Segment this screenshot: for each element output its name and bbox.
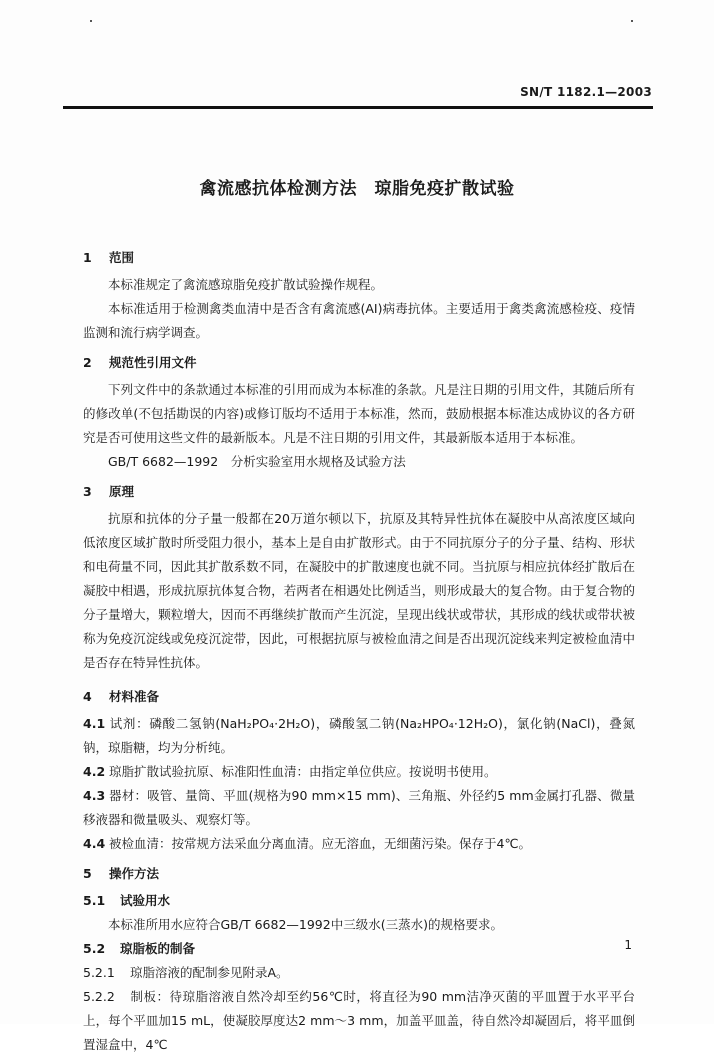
clause-text: 被检血清：按常规方法采血分离血清。应无溶血，无细菌污染。保存于4℃。	[109, 836, 531, 851]
section-number: 3	[83, 484, 92, 499]
section-heading-principle	[83, 480, 635, 504]
section-title: 材料准备	[109, 689, 160, 704]
subsection-title: 琼脂板的制备	[120, 941, 196, 956]
clause-text: 制板：待琼脂溶液自然冷却至约56℃时，将直径为90 mm洁净灭菌的平皿置于水平平台上，每个平皿加15 mL，使凝胶厚度达2 mm～3 mm，加盖平皿盖，待自然冷却凝固后，将平皿倒置湿盒中，4℃	[83, 989, 635, 1052]
subsection-heading-agar-plate	[83, 937, 635, 961]
clause-text: 琼脂扩散试验抗原、标准阳性血清：由指定单位供应。按说明书使用。	[109, 764, 497, 779]
section-number: 5	[83, 866, 92, 881]
water-paragraph: 本标准所用水应符合GB/T 6682—1992中三级水(三蒸水)的规格要求。	[108, 917, 503, 932]
clause-number: 4.4	[83, 836, 106, 851]
scope-paragraph-2: 本标准适用于检测禽类血清中是否含有禽流感(AI)病毒抗体。主要适用于禽类禽流感检疫、疫情监测和流行病学调查。	[83, 301, 635, 340]
section-heading-procedure	[83, 862, 635, 886]
clause-number: 4.1	[83, 716, 106, 731]
clause-number: 5.1	[83, 893, 106, 908]
normative-paragraph-1: 下列文件中的条款通过本标准的引用而成为本标准的条款。凡是注日期的引用文件，其随后所有的修改单(不包括勘误的内容)或修订版均不适用于本标准，然而，鼓励根据本标准达成协议的各方研究是否可使用这些文件的最新版本。凡是不注日期的引用文件，其最新版本适用于本标准。	[83, 382, 635, 445]
section-number: 2	[83, 355, 92, 370]
standard-code: SN/T 1182.1—2003	[520, 85, 652, 99]
section-number: 4	[83, 689, 92, 704]
section-number: 1	[83, 250, 92, 265]
section-heading-materials	[83, 685, 635, 709]
principle-paragraph: 抗原和抗体的分子量一般都在20万道尔顿以下，抗原及其特异性抗体在凝胶中从高浓度区域向低浓度区域扩散时所受阻力很小，基本上是自由扩散形式。由于不同抗原分子的分子量、结构、形状和电荷量不同，因此其扩散系数不同，在凝胶中的扩散速度也就不同。当抗原与相应抗体经扩散后在凝胶中相遇，形成抗原抗体复合物，若两者在相遇处比例适当，则形成最大的复合物。由于复合物的分子量增大，颗粒增大，因而不再继续扩散而产生沉淀，呈现出线状或带状，其形成的线状或带状被称为免疫沉淀线或免疫沉淀带，因此，可根据抗原与被检血清之间是否出现沉淀线来判定被检血清中是否存在特异性抗体。	[83, 511, 635, 670]
section-title: 操作方法	[109, 866, 160, 881]
scan-speck	[90, 20, 92, 22]
scan-speck	[631, 20, 633, 22]
section-heading-scope	[83, 246, 635, 270]
materials-item	[83, 712, 635, 760]
clause-text: 试剂：磷酸二氢钠(NaH₂PO₄·2H₂O)，磷酸氢二钠(Na₂HPO₄·12H₂O)，氯化钠(NaCl)，叠氮钠，琼脂糖，均为分析纯。	[83, 716, 635, 755]
document-body	[83, 246, 635, 1057]
section-heading-normative	[83, 351, 635, 375]
clause-text: 器材：吸管、量筒、平皿(规格为90 mm×15 mm)、三角瓶、外径约5 mm金属打孔器、微量移液器和微量吸头、观察灯等。	[83, 788, 635, 827]
page-number: 1	[624, 938, 632, 952]
subsection-heading-water	[83, 889, 635, 913]
clause-number: 5.2.1	[83, 965, 115, 980]
plate-preparation-item	[83, 985, 635, 1057]
section-title: 范围	[109, 250, 135, 265]
materials-item	[83, 784, 635, 832]
document-title: 禽流感抗体检测方法 琼脂免疫扩散试验	[199, 179, 515, 199]
clause-number: 5.2.2	[83, 989, 115, 1004]
subsection-title: 试验用水	[120, 893, 171, 908]
clause-number: 4.3	[83, 788, 106, 803]
scope-paragraph-1: 本标准规定了禽流感琼脂免疫扩散试验操作规程。	[108, 277, 384, 292]
materials-item	[83, 760, 635, 784]
normative-reference: GB/T 6682—1992 分析实验室用水规格及试验方法	[108, 454, 406, 469]
header-rule	[63, 106, 653, 109]
clause-text: 琼脂溶液的配制参见附录A。	[130, 965, 289, 980]
clause-number: 5.2	[83, 941, 106, 956]
materials-item	[83, 832, 635, 856]
section-title: 原理	[109, 484, 135, 499]
clause-number: 4.2	[83, 764, 106, 779]
section-title: 规范性引用文件	[109, 355, 197, 370]
agar-solution-item	[83, 961, 635, 985]
